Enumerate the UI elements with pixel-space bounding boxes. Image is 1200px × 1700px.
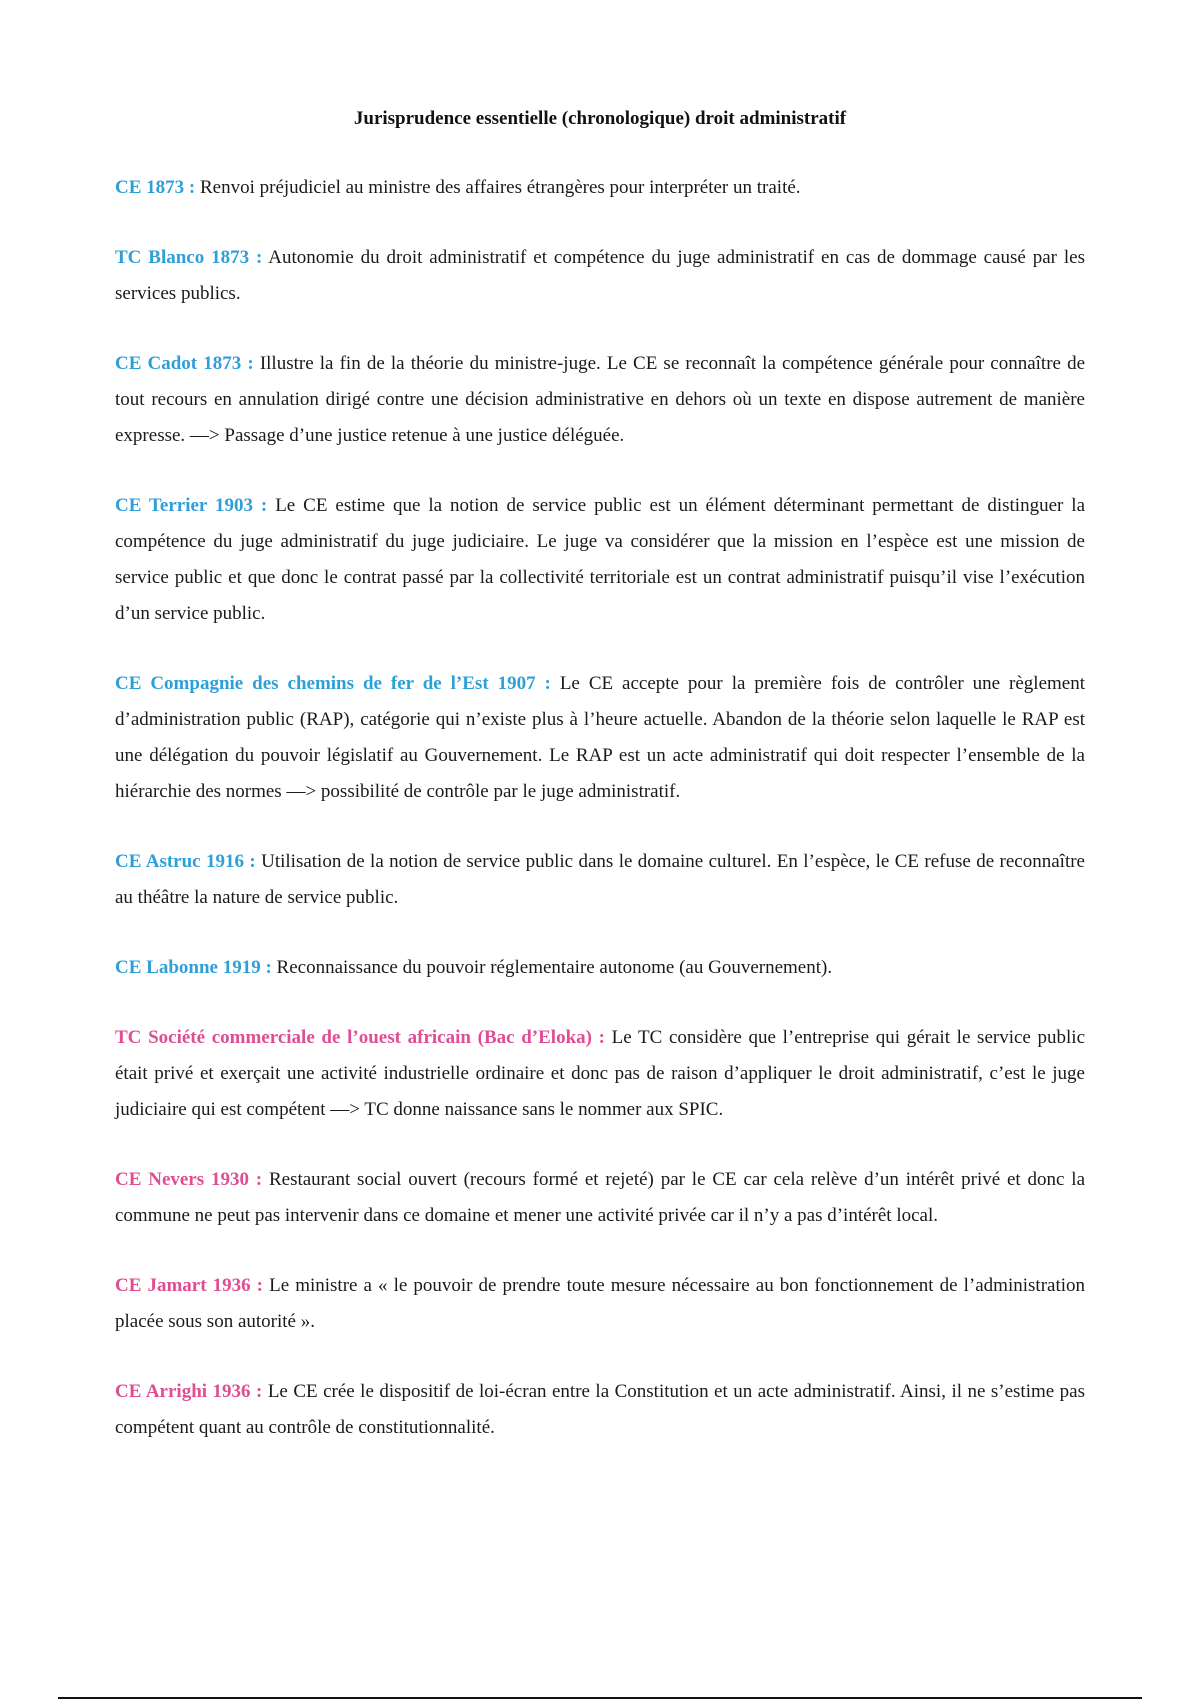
case-summary: Reconnaissance du pouvoir réglementaire autonome (au Gouvernement).: [276, 957, 833, 978]
case-summary: Le CE estime que la notion de service public est un élément déterminant permettant de distinguer la compétence du juge administratif du juge judiciaire. Le juge va considérer que la mission en l’espèce est une mission de service public et que donc le contrat passé par la collectivité territoriale est un contrat administratif puisqu’il vise l’exécution d’un service public.: [115, 495, 1086, 624]
case-name: CE Jamart 1936 :: [115, 1275, 264, 1296]
case-summary: Illustre la fin de la théorie du ministre-juge. Le CE se reconnaît la compétence générale pour connaître de tout recours en annulation dirigé contre une décision administrative en dehors où un texte en dispose autrement de manière expresse. —> Passage d’une justice retenue à une justice déléguée.: [115, 353, 1086, 446]
case-name: CE Terrier 1903 :: [115, 495, 268, 516]
case-name: CE 1873 :: [115, 177, 196, 198]
case-entry: [115, 1162, 1085, 1234]
page-bottom-divider: [58, 1697, 1142, 1699]
case-entry: [115, 1374, 1085, 1446]
case-entry: [115, 170, 1085, 206]
case-entry: [115, 844, 1085, 916]
case-entry: [115, 1268, 1085, 1340]
case-summary: Renvoi préjudiciel au ministre des affaires étrangères pour interpréter un traité.: [199, 177, 801, 198]
case-summary: Le TC considère que l’entreprise qui gérait le service public était privé et exerçait une activité industrielle ordinaire et donc pas de raison d’appliquer le droit administratif, c’est le juge judiciaire qui est compétent —> TC donne naissance sans le nommer aux SPIC.: [115, 1027, 1086, 1120]
case-entry: [115, 1020, 1085, 1128]
case-summary: Restaurant social ouvert (recours formé et rejeté) par le CE car cela relève d’un intérêt privé et donc la commune ne peut pas intervenir dans ce domaine et mener une activité privée car il n’y a pas d’intérêt local.: [115, 1169, 1086, 1226]
case-summary: Le ministre a « le pouvoir de prendre toute mesure nécessaire au bon fonctionnement de l’administration placée sous son autorité ».: [115, 1275, 1086, 1332]
case-name: TC Blanco 1873 :: [115, 247, 263, 268]
case-entry: [115, 488, 1085, 632]
case-entry: [115, 666, 1085, 810]
case-summary: Le CE crée le dispositif de loi-écran entre la Constitution et un acte administratif. Ainsi, il ne s’estime pas compétent quant au contrôle de constitutionnalité.: [115, 1381, 1086, 1438]
case-name: CE Nevers 1930 :: [115, 1169, 263, 1190]
case-name: TC Société commerciale de l’ouest africain (Bac d’Eloka) :: [115, 1027, 605, 1048]
case-summary: Le CE accepte pour la première fois de contrôler une règlement d’administration public (RAP), catégorie qui n’existe plus à l’heure actuelle. Abandon de la théorie selon laquelle le RAP est une délégation du pouvoir législatif au Gouvernement. Le RAP est un acte administratif qui doit respecter l’ensemble de la hiérarchie des normes —> possibilité de contrôle par le juge administratif.: [115, 673, 1086, 802]
case-name: CE Compagnie des chemins de fer de l’Est 1907 :: [115, 673, 551, 694]
case-entry: [115, 950, 1085, 986]
case-summary: Autonomie du droit administratif et compétence du juge administratif en cas de dommage causé par les services publics.: [115, 247, 1085, 304]
case-name: CE Labonne 1919 :: [115, 957, 272, 978]
case-name: CE Astruc 1916 :: [115, 851, 256, 872]
case-entry: [115, 346, 1085, 454]
case-entry: [115, 240, 1085, 312]
page-title: Jurisprudence essentielle (chronologique) droit administratif: [353, 108, 847, 129]
case-summary: Utilisation de la notion de service public dans le domaine culturel. En l’espèce, le CE refuse de reconnaître au théâtre la nature de service public.: [115, 851, 1085, 908]
case-name: CE Cadot 1873 :: [115, 353, 254, 374]
document-page: [115, 108, 1085, 1480]
case-name: CE Arrighi 1936 :: [115, 1381, 263, 1402]
